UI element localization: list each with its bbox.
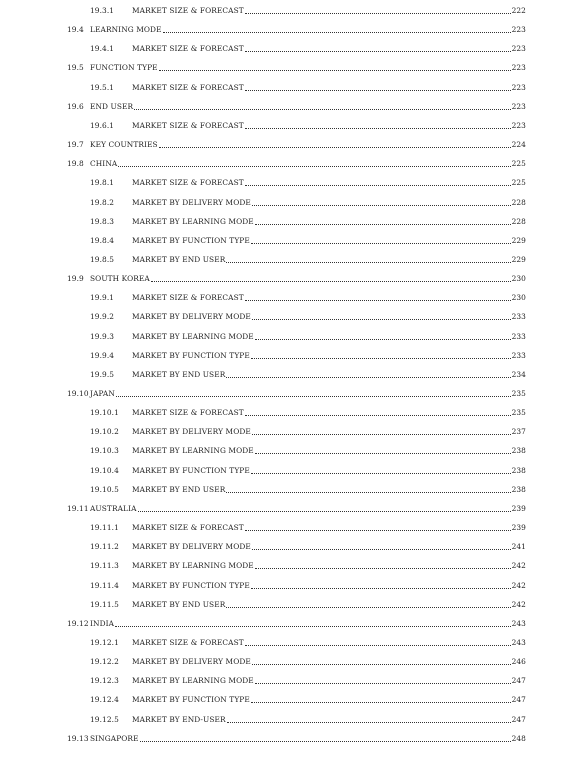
- toc-entry-title: CHINA: [90, 159, 118, 169]
- toc-entry[interactable]: [90, 444, 526, 456]
- toc-entry-page-number: 223: [511, 44, 526, 54]
- toc-entry[interactable]: [67, 272, 526, 284]
- dot-leader: [252, 434, 511, 435]
- dot-leader: [163, 32, 511, 33]
- toc-entry-title: MARKET BY LEARNING MODE: [132, 561, 254, 571]
- toc-entry[interactable]: [67, 138, 526, 150]
- toc-entry-title: MARKET SIZE & FORECAST: [132, 637, 244, 647]
- toc-entry[interactable]: [90, 559, 526, 571]
- dot-leader: [252, 205, 511, 206]
- toc-entry[interactable]: [90, 693, 526, 705]
- toc-entry-number: 19.11.2: [90, 542, 119, 552]
- toc-entry-page-number: 243: [511, 637, 526, 647]
- toc-entry-page-number: 233: [511, 331, 526, 341]
- toc-entry-number: 19.12.3: [90, 676, 119, 686]
- dot-leader: [255, 683, 511, 684]
- toc-entry-page-number: 223: [511, 25, 526, 35]
- toc-entry-page-number: 223: [511, 120, 526, 130]
- toc-entry-page-number: 233: [511, 350, 526, 360]
- toc-entry-page-number: 234: [511, 369, 526, 379]
- toc-entry-page-number: 246: [511, 657, 526, 667]
- toc-entry-title: MARKET BY LEARNING MODE: [132, 216, 254, 226]
- toc-entry-page-number: 243: [511, 618, 526, 628]
- toc-entry[interactable]: [67, 617, 526, 629]
- toc-entry-title: MARKET SIZE & FORECAST: [132, 6, 244, 15]
- toc-entry[interactable]: [90, 81, 526, 93]
- toc-entry-page-number: 242: [511, 580, 526, 590]
- toc-entry-title: INDIA: [90, 618, 115, 628]
- toc-entry-number: 19.12: [67, 618, 89, 628]
- toc-entry-title: MARKET BY DELIVERY MODE: [132, 312, 251, 322]
- toc-entry[interactable]: [90, 4, 526, 16]
- toc-entry-page-number: 225: [511, 159, 526, 169]
- dot-leader: [245, 51, 511, 52]
- toc-entry-page-number: 228: [511, 216, 526, 226]
- toc-entry-title: MARKET BY END USER: [132, 599, 226, 609]
- dot-leader: [226, 377, 510, 378]
- toc-entry[interactable]: [90, 636, 526, 648]
- toc-entry-page-number: 239: [511, 503, 526, 513]
- toc-entry-page-number: 223: [511, 101, 526, 111]
- toc-entry-page-number: 223: [511, 82, 526, 92]
- dot-leader: [252, 664, 511, 665]
- toc-entry-title: MARKET BY DELIVERY MODE: [132, 197, 251, 207]
- toc-entry-number: 19.8.5: [90, 254, 115, 264]
- toc-entry-page-number: 247: [511, 676, 526, 686]
- dot-leader: [255, 339, 511, 340]
- toc-entry[interactable]: [90, 330, 526, 342]
- toc-entry-title: MARKET BY LEARNING MODE: [132, 676, 254, 686]
- dot-leader: [255, 568, 511, 569]
- toc-entry-page-number: 242: [511, 561, 526, 571]
- toc-entry-number: 19.8: [67, 159, 84, 169]
- toc-entry-number: 19.8.4: [90, 235, 115, 245]
- toc-entry[interactable]: [90, 42, 526, 54]
- toc-entry-title: MARKET SIZE & FORECAST: [132, 408, 244, 418]
- toc-entry-page-number: 233: [511, 312, 526, 322]
- toc-entry-number: 19.5: [67, 63, 84, 73]
- toc-entry-page-number: 239: [511, 523, 526, 533]
- toc-entry-number: 19.12.2: [90, 657, 119, 667]
- toc-entry-title: MARKET SIZE & FORECAST: [132, 82, 244, 92]
- toc-entry-page-number: 238: [511, 446, 526, 456]
- toc-entry-number: 19.10.5: [90, 484, 119, 494]
- toc-entry-number: 19.13: [67, 733, 89, 743]
- toc-entry[interactable]: [67, 61, 526, 73]
- dot-leader: [151, 281, 511, 282]
- toc-entry-page-number: 224: [511, 140, 526, 150]
- toc-entry-number: 19.3.1: [90, 6, 115, 15]
- dot-leader: [251, 702, 511, 703]
- toc-entry-page-number: 222: [511, 6, 526, 15]
- toc-entry-number: 19.6.1: [90, 120, 115, 130]
- toc-entry-title: MARKET BY FUNCTION TYPE: [132, 235, 250, 245]
- dot-leader: [245, 645, 511, 646]
- toc-entry-number: 19.6: [67, 101, 84, 111]
- toc-entry-title: MARKET BY DELIVERY MODE: [132, 657, 251, 667]
- toc-entry-title: LEARNING MODE: [90, 25, 162, 35]
- dot-leader: [252, 319, 511, 320]
- toc-entry-title: MARKET BY END USER: [132, 484, 226, 494]
- dot-leader: [255, 224, 511, 225]
- toc-entry-page-number: 248: [511, 733, 526, 743]
- toc-entry-number: 19.9.3: [90, 331, 115, 341]
- toc-entry-page-number: 228: [511, 197, 526, 207]
- toc-entry[interactable]: [67, 387, 526, 399]
- toc-entry-number: 19.10.3: [90, 446, 119, 456]
- toc-entry-title: JAPAN: [90, 389, 115, 398]
- toc-entry-page-number: 241: [511, 542, 526, 552]
- toc-entry-title: MARKET BY DELIVERY MODE: [132, 427, 251, 437]
- toc-entry-page-number: 237: [511, 427, 526, 437]
- toc-entry-page-number: 229: [511, 235, 526, 245]
- toc-entry[interactable]: [90, 119, 526, 131]
- toc-entry-page-number: 235: [511, 389, 526, 398]
- toc-entry-title: MARKET BY FUNCTION TYPE: [132, 695, 250, 705]
- dot-leader: [245, 90, 511, 91]
- dot-leader: [115, 626, 511, 627]
- toc-entry[interactable]: [67, 157, 526, 169]
- dot-leader: [245, 530, 511, 531]
- toc-entry-page-number: 235: [511, 408, 526, 418]
- toc-entry-number: 19.9.1: [90, 293, 115, 303]
- dot-leader: [252, 549, 511, 550]
- toc-entry-number: 19.11.5: [90, 599, 119, 609]
- toc-entry-number: 19.10: [67, 389, 89, 398]
- toc-entry-number: 19.11.4: [90, 580, 119, 590]
- toc-entry-number: 19.4: [67, 25, 84, 35]
- toc-entry[interactable]: [67, 100, 526, 112]
- dot-leader: [251, 243, 511, 244]
- toc-entry-number: 19.7: [67, 140, 84, 150]
- toc-entry-number: 19.9.5: [90, 369, 115, 379]
- toc-entry[interactable]: [90, 196, 526, 208]
- toc-entry[interactable]: [90, 310, 526, 322]
- dot-leader: [116, 396, 511, 397]
- toc-entry-number: 19.4.1: [90, 44, 115, 54]
- dot-leader: [251, 358, 511, 359]
- toc-entry-title: MARKET BY DELIVERY MODE: [132, 542, 251, 552]
- toc-entry-page-number: 238: [511, 465, 526, 475]
- toc-entry-title: FUNCTION TYPE: [90, 63, 158, 73]
- toc-entry-title: MARKET BY END USER: [132, 369, 226, 379]
- toc-entry-page-number: 223: [511, 63, 526, 73]
- toc-entry[interactable]: [90, 176, 526, 188]
- toc-entry-number: 19.8.1: [90, 178, 115, 188]
- toc-entry[interactable]: [90, 406, 526, 418]
- toc-entry-page-number: 242: [511, 599, 526, 609]
- toc-entry-page-number: 238: [511, 484, 526, 494]
- dot-leader: [251, 588, 511, 589]
- toc-entry-number: 19.8.3: [90, 216, 115, 226]
- toc-entry-number: 19.11.1: [90, 523, 119, 533]
- toc-entry[interactable]: [90, 521, 526, 533]
- toc-entry-title: MARKET SIZE & FORECAST: [132, 523, 244, 533]
- toc-entry-page-number: 225: [511, 178, 526, 188]
- dot-leader: [159, 147, 511, 148]
- toc-entry[interactable]: [90, 291, 526, 303]
- dot-leader: [227, 722, 511, 723]
- toc-entry-page-number: 230: [511, 274, 526, 284]
- toc-entry-number: 19.10.4: [90, 465, 119, 475]
- dot-leader: [245, 185, 511, 186]
- toc-entry-number: 19.10.2: [90, 427, 119, 437]
- toc-entry-number: 19.9.2: [90, 312, 115, 322]
- toc-entry[interactable]: [90, 349, 526, 361]
- toc-entry[interactable]: [90, 253, 526, 265]
- toc-entry[interactable]: [90, 234, 526, 246]
- dot-leader: [226, 262, 510, 263]
- toc-entry-title: MARKET BY LEARNING MODE: [132, 446, 254, 456]
- toc-entry-title: SINGAPORE: [90, 733, 139, 743]
- toc-entry[interactable]: [90, 674, 526, 686]
- dot-leader: [226, 607, 510, 608]
- toc-entry-title: MARKET BY FUNCTION TYPE: [132, 580, 250, 590]
- toc-entry-number: 19.12.5: [90, 714, 119, 724]
- dot-leader: [245, 415, 511, 416]
- toc-entry-title: END USER: [90, 101, 134, 111]
- toc-entry[interactable]: [90, 579, 526, 591]
- dot-leader: [118, 166, 510, 167]
- toc-entry-number: 19.5.1: [90, 82, 115, 92]
- toc-entry-title: AUSTRALIA: [90, 503, 137, 513]
- toc-entry-title: MARKET BY FUNCTION TYPE: [132, 465, 250, 475]
- toc-entry-title: MARKET SIZE & FORECAST: [132, 120, 244, 130]
- dot-leader: [159, 70, 511, 71]
- toc-entry-page-number: 247: [511, 695, 526, 705]
- dot-leader: [245, 128, 511, 129]
- toc-entry-number: 19.12.4: [90, 695, 119, 705]
- toc-entry[interactable]: [90, 464, 526, 476]
- dot-leader: [226, 492, 510, 493]
- toc-entry-number: 19.8.2: [90, 197, 115, 207]
- toc-entry[interactable]: [90, 655, 526, 667]
- toc-entry[interactable]: [67, 502, 526, 514]
- toc-entry-page-number: 230: [511, 293, 526, 303]
- toc-entry[interactable]: [90, 215, 526, 227]
- dot-leader: [245, 300, 511, 301]
- toc-entry-title: SOUTH KOREA: [90, 274, 150, 284]
- toc-entry[interactable]: [90, 368, 526, 380]
- toc-entry-title: MARKET BY LEARNING MODE: [132, 331, 254, 341]
- toc-entry-number: 19.9.4: [90, 350, 115, 360]
- toc-entry[interactable]: [67, 732, 526, 744]
- toc-entry-page-number: 247: [511, 714, 526, 724]
- toc-entry[interactable]: [90, 713, 526, 725]
- toc-entry-number: 19.12.1: [90, 637, 119, 647]
- dot-leader: [134, 109, 510, 110]
- toc-entry-title: MARKET SIZE & FORECAST: [132, 44, 244, 54]
- toc-entry-title: KEY COUNTRIES: [90, 140, 158, 150]
- toc-entry-number: 19.11: [67, 503, 89, 513]
- toc-entry-number: 19.9: [67, 274, 84, 284]
- toc-entry[interactable]: [90, 598, 526, 610]
- toc-entry-title: MARKET SIZE & FORECAST: [132, 293, 244, 303]
- toc-entry-number: 19.11.3: [90, 561, 119, 571]
- toc-entry-title: MARKET BY FUNCTION TYPE: [132, 350, 250, 360]
- dot-leader: [140, 741, 511, 742]
- toc-entry[interactable]: [67, 23, 526, 35]
- dot-leader: [245, 13, 511, 14]
- toc-entry-number: 19.10.1: [90, 408, 119, 418]
- toc-entry-page-number: 229: [511, 254, 526, 264]
- dot-leader: [138, 511, 511, 512]
- toc-entry-title: MARKET BY END-USER: [132, 714, 226, 724]
- toc-entry[interactable]: [90, 540, 526, 552]
- toc-entry[interactable]: [90, 483, 526, 495]
- toc-entry[interactable]: [90, 425, 526, 437]
- dot-leader: [255, 453, 511, 454]
- toc-entry-title: MARKET BY END USER: [132, 254, 226, 264]
- dot-leader: [251, 473, 511, 474]
- toc-entry-title: MARKET SIZE & FORECAST: [132, 178, 244, 188]
